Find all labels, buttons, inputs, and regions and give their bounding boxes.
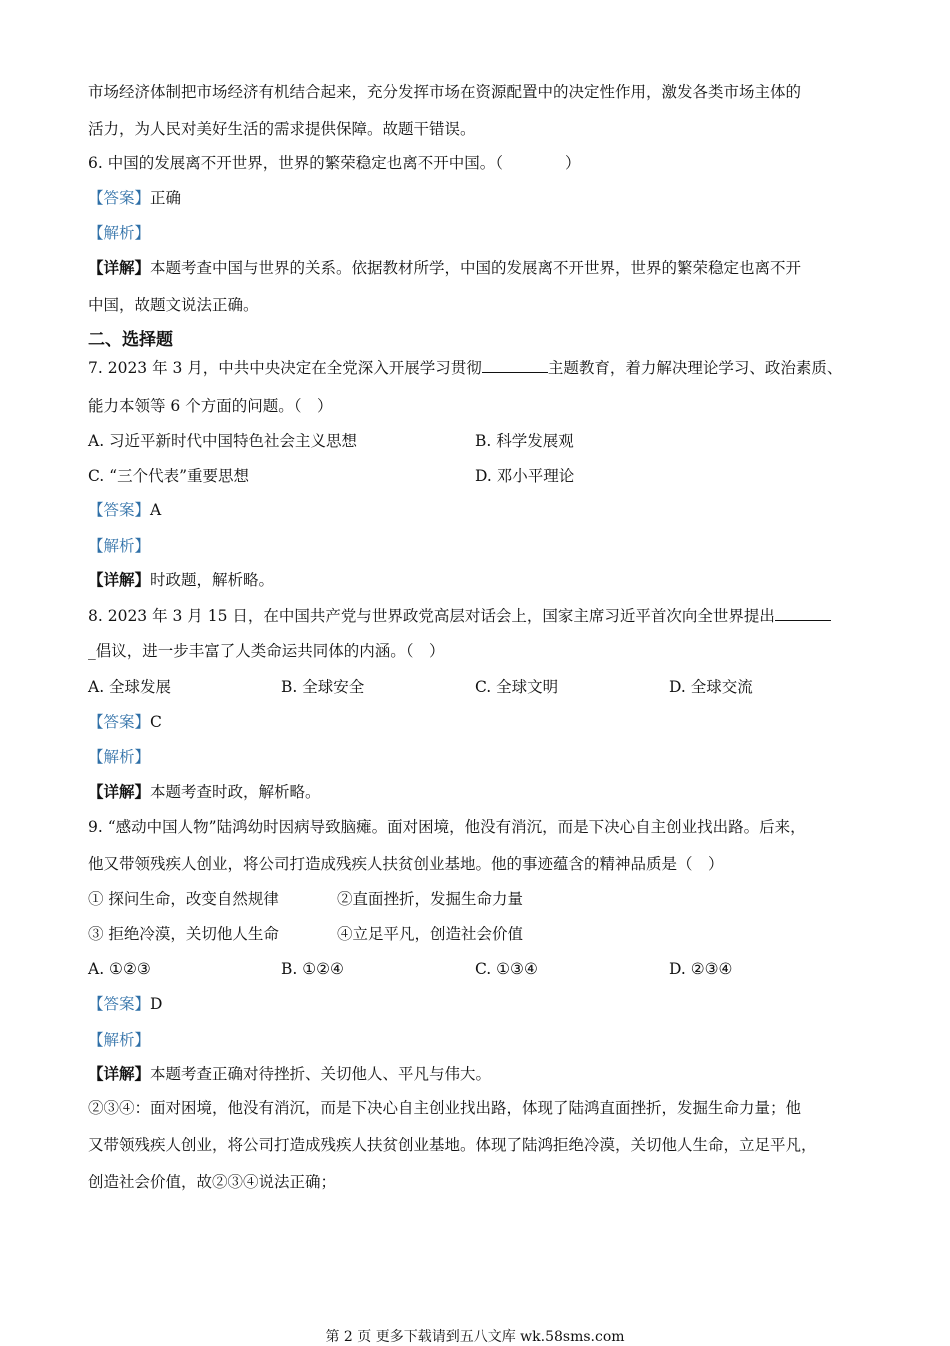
- q7-option-c: C. “三个代表”重要思想: [88, 467, 250, 485]
- q9-stem-2: 他又带领残疾人创业，将公司打造成残疾人扶贫创业基地。他的事迹蕴含的精神品质是（ ）: [88, 855, 724, 873]
- q9-option-b: B. ①②④: [281, 960, 344, 978]
- fill-blank: [482, 358, 548, 373]
- q7-option-d: D. 邓小平理论: [475, 467, 575, 485]
- q7-detail: [88, 570, 274, 590]
- q9-option-d: D. ②③④: [669, 960, 733, 978]
- q7-analysis-tag: 【解析】: [88, 537, 151, 555]
- intro-line-1: 市场经济体制把市场经济有机结合起来，充分发挥市场在资源配置中的决定性作用，激发各类市场主体的: [88, 83, 802, 101]
- q8-answer: [88, 712, 162, 732]
- q8-option-b: B. 全球安全: [281, 678, 365, 696]
- detail-tag: 【详解】: [88, 258, 151, 277]
- q8-option-a: A. 全球发展: [88, 678, 172, 696]
- page-footer: 第 2 页 更多下载请到五八文库 wk.58sms.com: [325, 1329, 625, 1345]
- q7-stem-b: 主题教育，着力解决理论学习、政治素质、: [547, 359, 843, 377]
- q6-answer: [88, 188, 181, 208]
- detail-tag: 【详解】: [88, 782, 151, 801]
- q8-option-c: C. 全球文明: [475, 678, 559, 696]
- detail-tag: 【详解】: [88, 570, 151, 589]
- q7-answer: [88, 500, 161, 520]
- q9-explain-2: 又带领残疾人创业，将公司打造成残疾人扶贫创业基地。体现了陆鸿拒绝冷漠，关切他人生命，立足平凡，: [88, 1136, 817, 1154]
- q8-stem-a: 8. 2023 年 3 月 15 日，在中国共产党与世界政党高层对话会上，国家主席习近平首次向全世界提出: [88, 607, 775, 625]
- q8-detail: [88, 782, 321, 802]
- intro-line-2: 活力，为人民对美好生活的需求提供保障。故题干错误。: [88, 120, 476, 138]
- q7-stem-2: 能力本领等 6 个方面的问题。（ ）: [88, 397, 333, 415]
- detail-tag: 【详解】: [88, 1064, 151, 1083]
- q8-analysis-tag: 【解析】: [88, 748, 151, 766]
- detail-text: 时政题，解析略。: [150, 571, 275, 589]
- q9-option-a: A. ①②③: [88, 960, 151, 978]
- answer-value: A: [150, 501, 162, 519]
- q9-stem-1: 9. “感动中国人物”陆鸿幼时因病导致脑瘫。面对困境，他没有消沉，而是下决心自主创业找出路。后来，: [88, 818, 806, 836]
- q8-stem-2: _倡议，进一步丰富了人类命运共同体的内涵。（ ）: [88, 642, 445, 660]
- q8-option-d: D. 全球交流: [669, 678, 753, 696]
- answer-tag: 【答案】: [88, 501, 151, 519]
- answer-value: D: [150, 995, 163, 1013]
- detail-text: 本题考查中国与世界的关系。依据教材所学，中国的发展离不开世界，世界的繁荣稳定也离不开: [150, 259, 802, 277]
- q9-detail: [88, 1064, 491, 1084]
- answer-tag: 【答案】: [88, 713, 151, 731]
- q9-statement-1: ① 探问生命，改变自然规律: [88, 890, 279, 908]
- q7-option-a: A. 习近平新时代中国特色社会主义思想: [88, 432, 358, 450]
- q6-stem: 6. 中国的发展离不开世界，世界的繁荣稳定也离不开中国。（ ）: [88, 154, 581, 172]
- q7-stem-a: 7. 2023 年 3 月，中共中央决定在全党深入开展学习贯彻: [88, 359, 482, 377]
- answer-value: C: [150, 713, 162, 731]
- q8-stem-1: [88, 606, 831, 626]
- q9-analysis-tag: 【解析】: [88, 1031, 151, 1049]
- q7-option-b: B. 科学发展观: [475, 432, 574, 450]
- q9-explain-1: ②③④：面对困境，他没有消沉，而是下决心自主创业找出路，体现了陆鸿直面挫折，发掘生命力量；他: [88, 1099, 802, 1117]
- section-title: 二、选择题: [88, 330, 173, 350]
- q6-detail-1: [88, 258, 801, 278]
- q9-option-c: C. ①③④: [475, 960, 538, 978]
- fill-blank: [775, 606, 831, 621]
- answer-tag: 【答案】: [88, 995, 151, 1013]
- q9-explain-3: 创造社会价值，故②③④说法正确；: [88, 1173, 337, 1191]
- detail-text: 本题考查正确对待挫折、关切他人、平凡与伟大。: [150, 1065, 492, 1083]
- q9-statement-4: ④立足平凡，创造社会价值: [337, 925, 524, 943]
- detail-text: 本题考查时政，解析略。: [150, 783, 321, 801]
- q6-detail-2: 中国，故题文说法正确。: [88, 296, 259, 314]
- q9-statement-2: ②直面挫折，发掘生命力量: [337, 890, 524, 908]
- q7-stem-1: [88, 358, 842, 378]
- q9-statement-3: ③ 拒绝冷漠，关切他人生命: [88, 925, 279, 943]
- q9-answer: [88, 994, 162, 1014]
- answer-value: 正确: [150, 189, 182, 207]
- q6-analysis-tag: 【解析】: [88, 224, 151, 242]
- answer-tag: 【答案】: [88, 189, 151, 207]
